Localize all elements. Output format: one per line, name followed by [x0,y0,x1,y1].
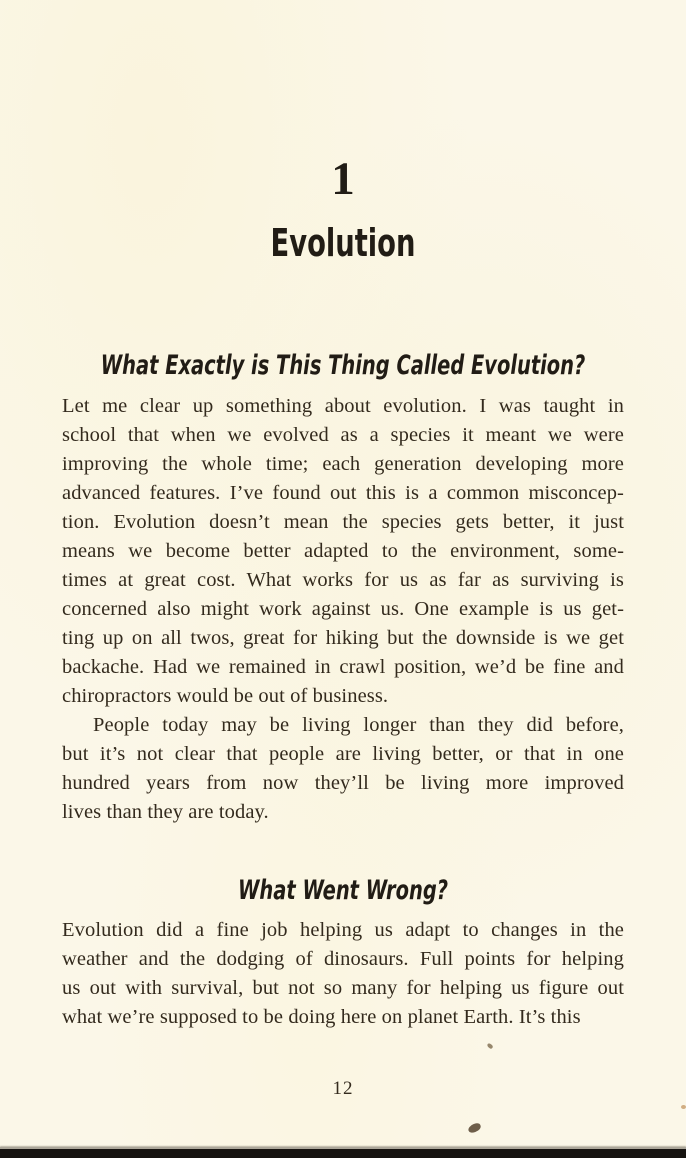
text-line: means we become better adapted to the environment, some- [62,540,624,562]
scan-smudge [467,1122,482,1134]
text-line: Evolution did a fine job helping us adapt to changes in the [62,919,624,941]
text-line: hundred years from now they’ll be living more improved [62,772,624,794]
text-line: school that when we evolved as a species it meant we were [62,424,624,446]
text-line: advanced features. I’ve found out this is a common misconcep- [62,482,624,504]
paragraph-group [62,916,624,1032]
text-line: lives than they are today. [62,801,269,823]
paragraph-group [62,392,624,827]
text-line: times at great cost. What works for us as far as surviving is [62,569,624,591]
text-line: People today may be living longer than they did before, [93,714,624,736]
text-line: what we’re supposed to be doing here on planet Earth. It’s this [62,1006,581,1028]
scan-speck [681,1105,686,1109]
paragraph [62,916,624,1032]
text-line: backache. Had we remained in crawl position, we’d be fine and [62,656,624,678]
text-line: tion. Evolution doesn’t mean the species gets better, it just [62,511,624,533]
chapter-number: 1 [331,153,355,205]
text-line: but it’s not clear that people are living better, or that in one [62,743,624,765]
scan-edge-shadow [0,1149,686,1158]
text-line: weather and the dodging of dinosaurs. Full points for helping [62,948,624,970]
text-line: chiropractors would be out of business. [62,685,389,707]
page-number: 12 [332,1078,354,1099]
scan-speck [486,1043,493,1050]
text-line: concerned also might work against us. One example is us get- [62,598,624,620]
text-line: improving the whole time; each generation developing more [62,453,624,475]
text-line: ting up on all twos, great for hiking but the downside is we get [62,627,624,649]
section-heading: What Exactly is This Thing Called Evolution? [100,350,586,381]
paragraph [62,711,624,827]
text-line: Let me clear up something about evolution. I was taught in [62,395,624,417]
section-heading: What Went Wrong? [237,875,449,906]
chapter-title: Evolution [270,221,416,265]
text-line: us out with survival, but not so many for helping us figure out [62,977,624,999]
paragraph [62,392,624,711]
